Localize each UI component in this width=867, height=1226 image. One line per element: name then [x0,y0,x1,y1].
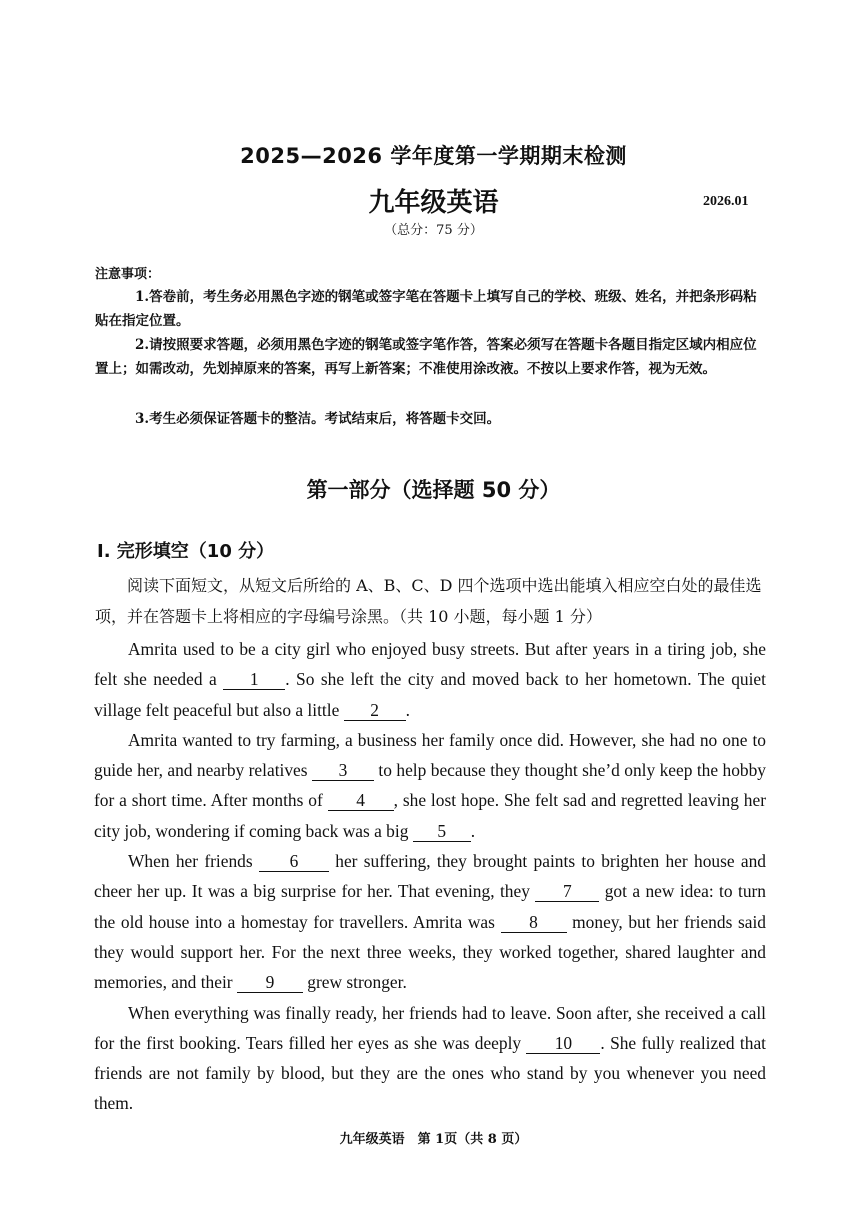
part-title: Ⅰ. 完形填空（10 分） [97,541,275,562]
blank-4: 4 [328,790,394,811]
passage-text: Amrita used to be a city girl who enjoyed busy streets. But after years in a tiring job, she felt she needed a [94,639,766,690]
passage-text: got a new idea: to turn the old house into a homestay for travellers. Amrita was [94,881,766,932]
passage-text: to help because they thought she’d only keep the hobby for a short time. After months of [94,760,767,811]
exam-title: 2025—2026 学年度第一学期期末检测 [240,144,627,168]
note-item-2: 2.请按照要求答题，必须用黑色字迹的钢笔或签字笔作答，答案必须写在答题卡各题目指定区域内相应位置上；如需改动，先划掉原来的答案，再写上新答案；不准使用涂改液。不按以上要求作答，视为无效。 [95,337,757,377]
blank-7: 7 [535,881,599,902]
page-footer: 九年级英语 第 1页（共 8 页） [339,1132,528,1147]
passage-text: . [405,699,411,720]
part-instructions: 阅读下面短文，从短文后所给的 A、B、C、D 四个选项中选出能填入相应空白处的最佳选项，并在答题卡上将相应的字母编号涂黑。（共 10 小题，每小题 1 分） [95,576,762,626]
exam-date: 2026.01 [703,194,749,209]
note-item-1: 1.答卷前，考生务必用黑色字迹的钢笔或签字笔在答题卡上填写自己的学校、班级、姓名，并把条形码粘贴在指定位置。 [95,289,757,329]
passage-paragraph-1 [94,634,766,725]
passage-paragraph-3 [94,846,766,997]
blank-1: 1 [223,669,285,690]
passage-paragraph-4 [94,998,766,1119]
passage-text: Amrita wanted to try farming, a business her family once did. However, she had no one to guide her, and nearby relatives [94,729,766,781]
section-title: 第一部分（选择题 50 分） [306,478,561,502]
passage-text: , she lost hope. She felt sad and regretted leaving her city job, wondering if coming back was a big [94,790,766,841]
passage-paragraph-2 [94,725,766,846]
cloze-passage [94,634,766,1119]
passage-text: money, but her friends said they would support her. For the next three weeks, they worked together, shared laughter and memories, and their [94,911,766,993]
blank-3: 3 [312,760,374,781]
blank-8: 8 [501,912,567,933]
blank-5: 5 [413,821,471,842]
passage-text: When her friends [128,851,259,872]
passage-text: . So she left the city and moved back to her hometown. The quiet village felt peaceful but also a little [94,669,766,720]
passage-text: grew stronger. [302,972,407,993]
note-item-3: 3.考生必须保证答题卡的整洁。考试结束后，将答题卡交回。 [135,411,501,427]
passage-text: her suffering, they brought paints to brighten her house and cheer her up. It was a big surprise for her. That evening, they [94,851,766,902]
notes-heading: 注意事项： [95,267,161,282]
passage-text: When everything was finally ready, her friends had to leave. Soon after, she received a call for the first booking. Tears filled her eyes as she was deeply [94,1002,766,1053]
blank-10: 10 [526,1033,600,1054]
total-score: （总分：75 分） [384,223,483,238]
blank-6: 6 [259,851,329,872]
blank-2: 2 [344,700,406,721]
subject-title: 九年级英语 [368,188,499,218]
passage-text: . [470,820,476,841]
blank-9: 9 [237,972,303,993]
passage-text: . She fully realized that friends are not family by blood, but they are the ones who stand by you whenever you need them. [94,1032,766,1114]
